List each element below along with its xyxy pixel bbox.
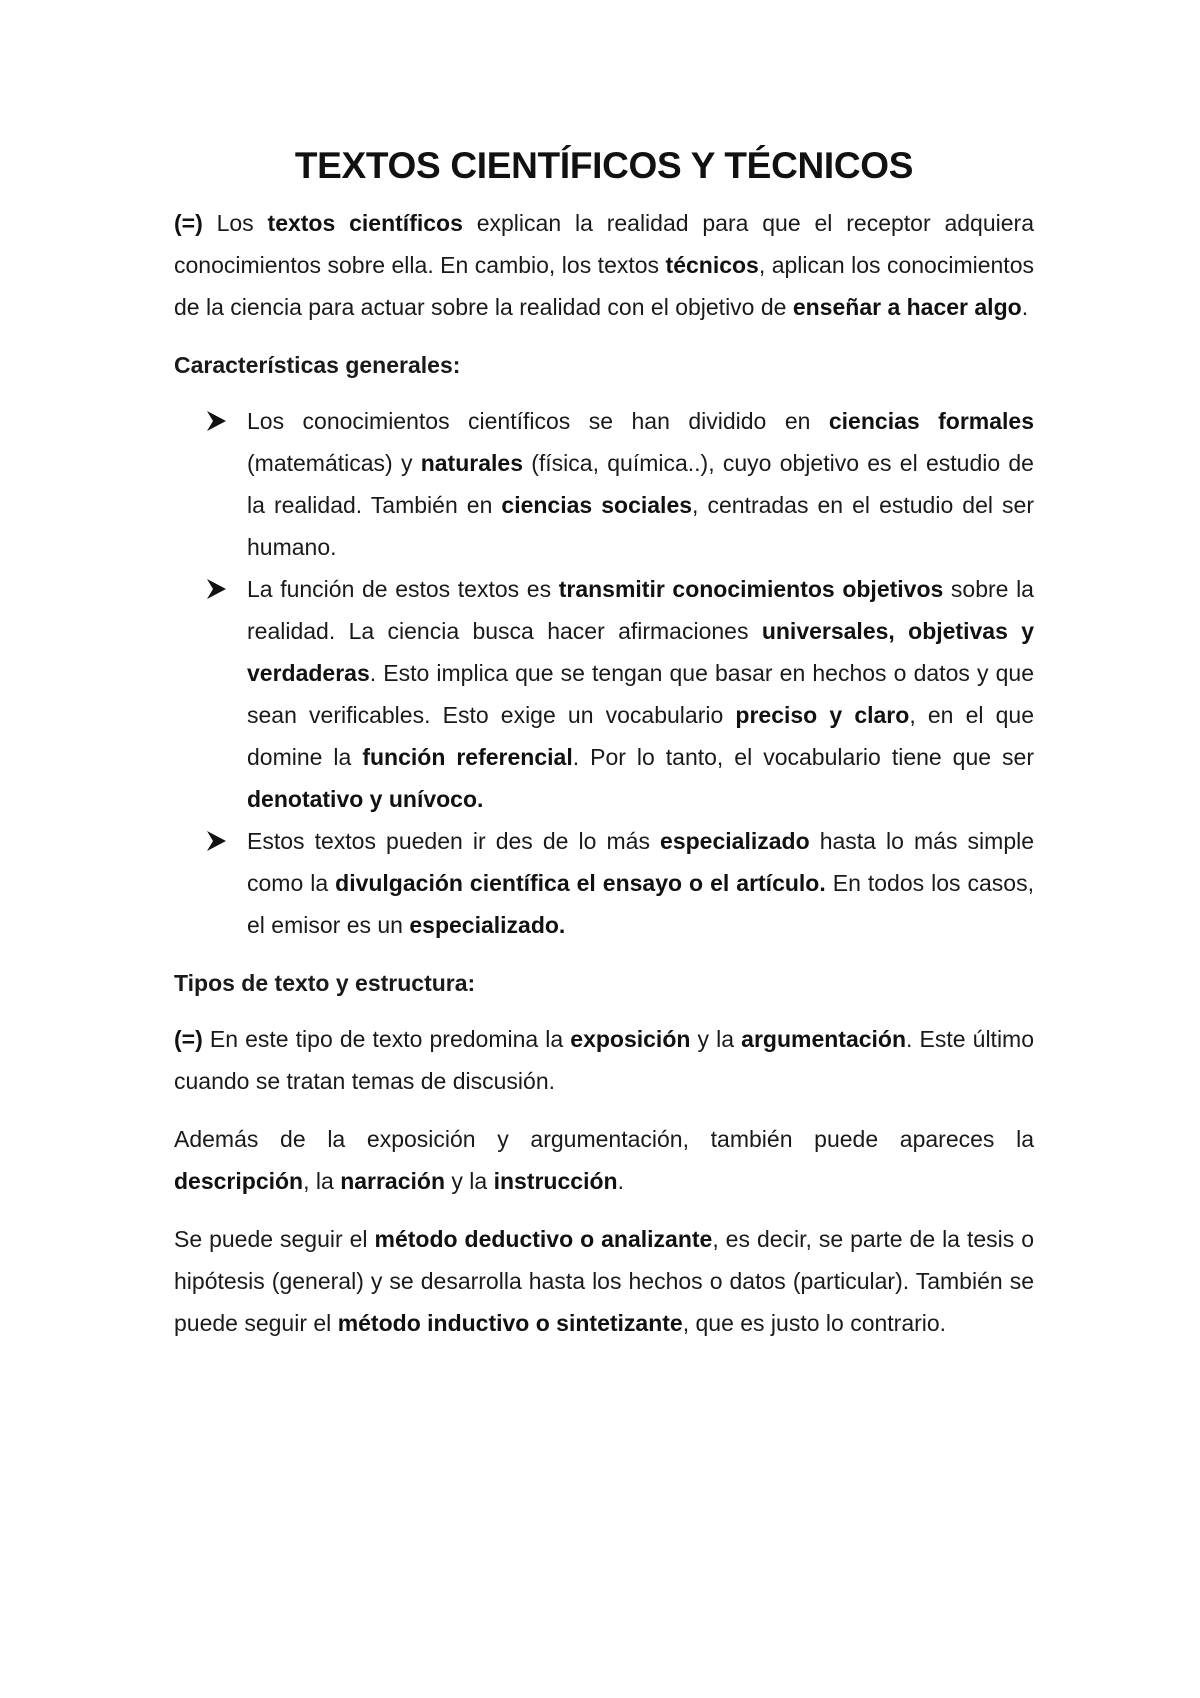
bold-text: (=) xyxy=(174,1026,203,1052)
intro-paragraph: (=) Los textos científicos explican la realidad para que el receptor adquiera conocimientos sobre ella. En cambio, los textos técnicos, aplican los conocimientos de la ciencia para actuar sobre la realidad con el objetivo de enseñar a hacer algo. xyxy=(174,210,1034,320)
document-title: TEXTOS CIENTÍFICOS Y TÉCNICOS xyxy=(294,145,914,186)
bold-text: universales, objetivas y verdaderas xyxy=(247,618,1034,686)
body-paragraph: (=) En este tipo de texto predomina la exposición y la argumentación. Este último cuando se tratan temas de discusión. xyxy=(174,1026,1034,1094)
bold-text: ciencias sociales xyxy=(501,492,693,518)
list-item-text: Los conocimientos científicos se han dividido en ciencias formales (matemáticas) y naturales (física, química..), cuyo objetivo es el estudio de la realidad. También en ciencias sociales, centradas en el estudio del ser humano. xyxy=(247,408,1035,560)
list-item xyxy=(174,820,1034,946)
body-paragraph: Además de la exposición y argumentación, también puede apareces la descripción, la narración y la instrucción. xyxy=(174,1126,1034,1194)
arrowhead-bullet-icon xyxy=(205,410,227,432)
bold-text: enseñar a hacer algo xyxy=(792,294,1022,320)
characteristics-list xyxy=(174,400,1034,946)
list-item-text: La función de estos textos es transmitir conocimientos objetivos sobre la realidad. La ciencia busca hacer afirmaciones universales, objetivas y verdaderas. Esto implica que se tengan que basar en hechos o datos y que sean verificables. Esto exige un vocabulario preciso y claro, en el que domine la función referencial. Por lo tanto, el vocabulario tiene que ser denotativo y unívoco. xyxy=(247,576,1035,812)
bold-text: argumentación xyxy=(741,1026,907,1052)
section-heading-general: Características generales: xyxy=(174,352,461,378)
bold-text: exposición xyxy=(570,1026,691,1052)
arrowhead-bullet-icon xyxy=(205,578,227,600)
list-item xyxy=(174,568,1034,820)
list-item xyxy=(174,400,1034,568)
list-item-text: Estos textos pueden ir des de lo más especializado hasta lo más simple como la divulgación científica el ensayo o el artículo. En todos los casos, el emisor es un especializado. xyxy=(247,828,1035,938)
bold-text: (=) xyxy=(174,210,203,236)
bold-text: método inductivo o sintetizante xyxy=(337,1310,683,1336)
section-heading-types: Tipos de texto y estructura: xyxy=(174,970,476,996)
bold-text: narración xyxy=(340,1168,446,1194)
bold-text: instrucción xyxy=(493,1168,618,1194)
bold-text: divulgación científica el ensayo o el artículo. xyxy=(335,870,826,896)
bold-text: especializado xyxy=(660,828,810,854)
bold-text: preciso y claro xyxy=(735,702,910,728)
arrowhead-bullet-icon xyxy=(205,830,227,852)
bold-text: especializado. xyxy=(409,912,566,938)
bold-text: técnicos xyxy=(665,252,759,278)
bold-text: transmitir conocimientos objetivos xyxy=(558,576,944,602)
body-paragraph: Se puede seguir el método deductivo o analizante, es decir, se parte de la tesis o hipótesis (general) y se desarrolla hasta los hechos o datos (particular). También se puede seguir el método inductivo o sintetizante, que es justo lo contrario. xyxy=(174,1226,1034,1336)
document-page xyxy=(174,138,1034,1360)
bold-text: función referencial xyxy=(362,744,573,770)
bold-text: método deductivo o analizante xyxy=(374,1226,713,1252)
bold-text: descripción xyxy=(174,1168,304,1194)
bold-text: textos científicos xyxy=(267,210,463,236)
bold-text: ciencias formales xyxy=(828,408,1035,434)
bold-text: denotativo y unívoco. xyxy=(247,786,484,812)
bold-text: naturales xyxy=(420,450,523,476)
